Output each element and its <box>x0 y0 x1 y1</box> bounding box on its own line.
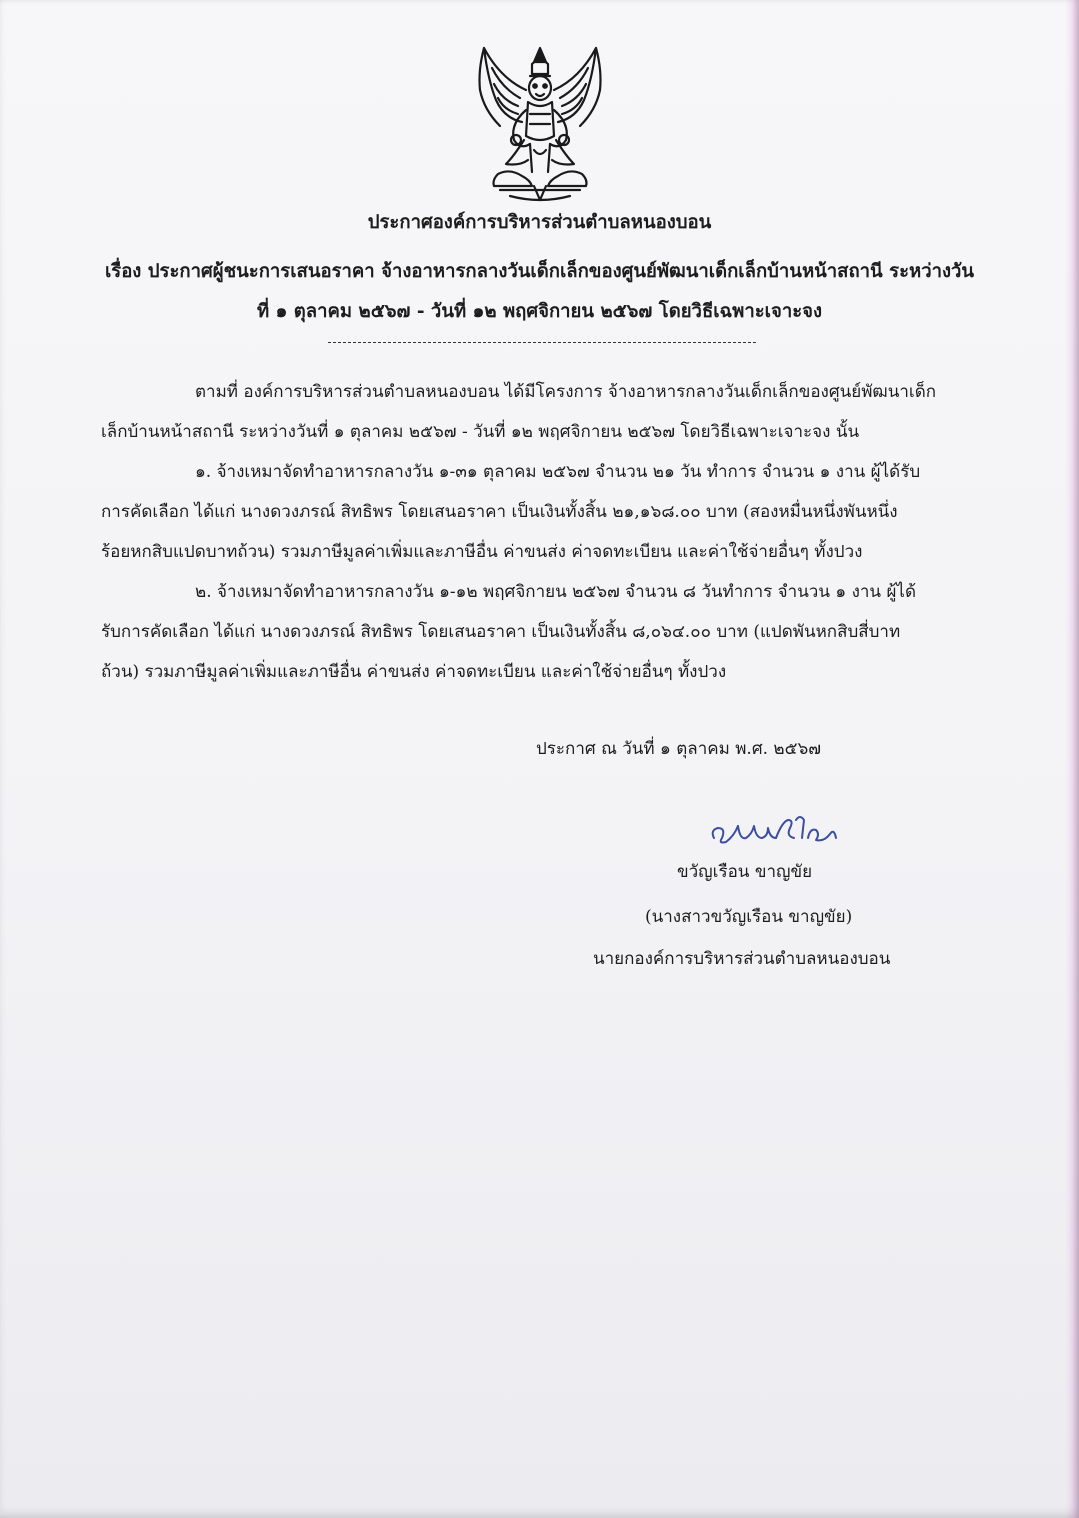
separator-line <box>328 342 756 343</box>
subject-line-2: ที่ ๑ ตุลาคม ๒๕๖๗ - วันที่ ๑๒ พฤศจิกายน ๒๕๖๗ โดยวิธีเฉพาะเจาะจง <box>256 301 823 322</box>
intro-line-1: ตามที่ องค์การบริหารส่วนตำบลหนองบอน ได้มีโครงการ จ้างอาหารกลางวันเด็กเล็กของศูนย์พัฒนาเด็ก <box>195 382 937 402</box>
document-title: ประกาศองค์การบริหารส่วนตำบลหนองบอน <box>367 212 712 233</box>
item-2-line-3: ถ้วน) รวมภาษีมูลค่าเพิ่มและภาษีอื่น ค่าขนส่ง ค่าจดทะเบียน และค่าใช้จ่ายอื่นๆ ทั้งปวง <box>101 662 727 682</box>
garuda-emblem-icon <box>470 40 610 208</box>
signer-position: นายกองค์การบริหารส่วนตำบลหนองบอน <box>593 949 891 969</box>
intro-line-2: เล็กบ้านหน้าสถานี ระหว่างวันที่ ๑ ตุลาคม ๒๕๖๗ - วันที่ ๑๒ พฤศจิกายน ๒๕๖๗ โดยวิธีเฉพาะเจาะจง นั้น <box>101 422 860 442</box>
item-1-line-1: ๑. จ้างเหมาจัดทำอาหารกลางวัน ๑-๓๑ ตุลาคม ๒๕๖๗ จำนวน ๒๑ วัน ทำการ จำนวน ๑ งาน ผู้ได้รับ <box>195 462 921 482</box>
announcement-date: ประกาศ ณ วันที่ ๑ ตุลาคม พ.ศ. ๒๕๖๗ <box>536 739 822 759</box>
item-2-line-2: รับการคัดเลือก ได้แก่ นางดวงภรณ์ สิทธิพร โดยเสนอราคา เป็นเงินทั้งสิ้น ๘,๐๖๔.๐๐ บาท (แปดพันหกสิบสี่บาท <box>101 622 901 642</box>
item-1-line-3: ร้อยหกสิบแปดบาทถ้วน) รวมภาษีมูลค่าเพิ่มและภาษีอื่น ค่าขนส่ง ค่าจดทะเบียน และค่าใช้จ่ายอื่นๆ ทั้งปวง <box>101 542 863 562</box>
signer-full-name: (นางสาวขวัญเรือน ขาญขัย) <box>645 907 853 927</box>
signer-name: ขวัญเรือน ขาญขัย <box>677 862 813 882</box>
item-1-line-2: การคัดเลือก ได้แก่ นางดวงภรณ์ สิทธิพร โดยเสนอราคา เป็นเงินทั้งสิ้น ๒๑,๑๖๘.๐๐ บาท (สองหมื่นหนึ่งพันหนึ่ง <box>101 502 898 522</box>
item-2-line-1: ๒. จ้างเหมาจัดทำอาหารกลางวัน ๑-๑๒ พฤศจิกายน ๒๕๖๗ จำนวน ๘ วันทำการ จำนวน ๑ งาน ผู้ได้ <box>195 582 916 602</box>
subject-line-1: เรื่อง ประกาศผู้ชนะการเสนอราคา จ้างอาหารกลางวันเด็กเล็กของศูนย์พัฒนาเด็กเล็กบ้านหน้าสถานี ระหว่างวัน <box>104 261 975 282</box>
handwritten-signature-icon <box>704 808 844 854</box>
